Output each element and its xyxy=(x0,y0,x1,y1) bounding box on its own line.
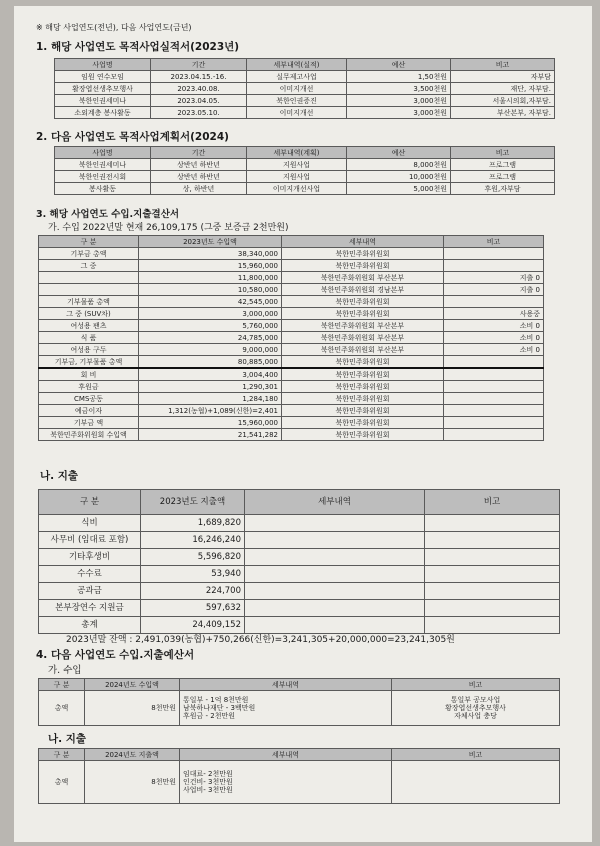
header-cell: 구 분 xyxy=(39,236,139,248)
table-row xyxy=(55,71,555,83)
table-row xyxy=(39,308,544,320)
header-cell: 구 분 xyxy=(39,749,85,761)
table-row xyxy=(55,95,555,107)
table-cell: 북한민주화위원회 수입액 xyxy=(39,429,139,441)
table-cell: 이미지개선 xyxy=(247,107,347,119)
table-cell xyxy=(245,566,425,583)
table-cell: 소외계층 봉사활동 xyxy=(55,107,151,119)
section-3-title: 3. 해당 사업연도 수입.지출결산서 xyxy=(36,209,180,220)
table-row xyxy=(39,248,544,260)
table-cell: 1,290,301 xyxy=(139,381,282,393)
table-row xyxy=(55,83,555,95)
section-4-title: 4. 다음 사업연도 수입.지출예산서 xyxy=(36,649,195,661)
category-cell: 총액 xyxy=(39,691,85,726)
header-cell: 구 분 xyxy=(39,679,85,691)
table-cell: 지원사업 xyxy=(247,171,347,183)
table-cell: 3,000,000 xyxy=(139,308,282,320)
header-cell: 구 분 xyxy=(39,490,141,515)
table-cell: 북한민주화위원회 xyxy=(282,368,444,381)
table-cell: 부산본부, 자부담. xyxy=(451,107,555,119)
header-cell: 세부내역(계획) xyxy=(247,147,347,159)
table-cell: 상반년 하반년 xyxy=(151,159,247,171)
header-cell: 비고 xyxy=(425,490,560,515)
document-page xyxy=(14,6,592,842)
table-cell xyxy=(245,583,425,600)
table-cell: 북한민주화위원회 부산본부 xyxy=(282,332,444,344)
income-table-2023 xyxy=(38,235,544,441)
table-cell: 여성용 구두 xyxy=(39,344,139,356)
table-cell xyxy=(425,600,560,617)
table-cell: 3,500천원 xyxy=(347,83,451,95)
table-cell: 북한민주화위원회 xyxy=(282,356,444,369)
table-cell: 북한민주화위원회 부산본부 xyxy=(282,344,444,356)
table-row xyxy=(39,515,560,532)
table-cell: 북한민주화위원회 xyxy=(282,393,444,405)
table-row xyxy=(39,429,544,441)
table-cell: 북한민주화위원회 xyxy=(282,248,444,260)
table-cell: 10,580,000 xyxy=(139,284,282,296)
table-cell xyxy=(425,549,560,566)
note-cell xyxy=(392,761,560,804)
table-cell: 이미지개선 xyxy=(247,83,347,95)
table-cell xyxy=(425,583,560,600)
table-cell: 상반년 하반년 xyxy=(151,171,247,183)
table-cell xyxy=(245,515,425,532)
table-cell: 15,960,000 xyxy=(139,260,282,272)
table-cell: 북한민주화위원회 xyxy=(282,417,444,429)
table-cell: 북한인권세미나 xyxy=(55,159,151,171)
table-cell: 3,000천원 xyxy=(347,95,451,107)
table-cell xyxy=(444,405,544,417)
table-cell: 3,000천원 xyxy=(347,107,451,119)
table-cell: 224,700 xyxy=(141,583,245,600)
table-cell: CMS공동 xyxy=(39,393,139,405)
table-cell: 소비 0 xyxy=(444,320,544,332)
table-cell: 2023.04.15.-16. xyxy=(151,71,247,83)
expense-budget-table-2024 xyxy=(38,748,560,804)
table-cell: 10,000천원 xyxy=(347,171,451,183)
header-cell: 세부내역 xyxy=(245,490,425,515)
table-cell xyxy=(39,272,139,284)
table-cell: 지출 0 xyxy=(444,272,544,284)
header-cell: 사업명 xyxy=(55,59,151,71)
income-2023-title: 가. 수입 2022년말 현재 26,109,175 (그중 보증금 2천만원) xyxy=(48,223,289,233)
table-cell: 북한민주화위원회 경남본부 xyxy=(282,284,444,296)
table-cell: 봉사활동 xyxy=(55,183,151,195)
table-cell: 식비 xyxy=(39,515,141,532)
table-cell: 42,545,000 xyxy=(139,296,282,308)
table-cell: 사무비 (임대료 포함) xyxy=(39,532,141,549)
table-cell xyxy=(444,296,544,308)
table-cell: 북한민주화위원회 xyxy=(282,308,444,320)
year-end-balance: 2023년말 잔액 : 2,491,039(농협)+750,266(신한)=3,241,305+20,000,000=23,241,305원 xyxy=(66,635,455,645)
table-row xyxy=(39,272,544,284)
header-cell: 비고 xyxy=(392,679,560,691)
header-cell: 비고 xyxy=(392,749,560,761)
table-cell: 9,000,000 xyxy=(139,344,282,356)
table-row xyxy=(39,393,544,405)
plan-table-2024 xyxy=(54,146,555,195)
table-cell: 자부담 xyxy=(451,71,555,83)
table-cell: 북한민주화위원회 xyxy=(282,296,444,308)
table-row xyxy=(39,332,544,344)
table-cell: 지출 0 xyxy=(444,284,544,296)
table-cell: 북한민주화위원회 xyxy=(282,381,444,393)
amount-cell: 8천만원 xyxy=(85,761,180,804)
table-cell: 597,632 xyxy=(141,600,245,617)
table-cell xyxy=(425,515,560,532)
table-cell: 식 품 xyxy=(39,332,139,344)
table-cell: 5,596,820 xyxy=(141,549,245,566)
table-cell: 5,000천원 xyxy=(347,183,451,195)
table-cell xyxy=(444,260,544,272)
expense-2024-title: 나. 지출 xyxy=(48,733,87,745)
header-cell: 세부내역 xyxy=(282,236,444,248)
table-row xyxy=(55,171,555,183)
table-row xyxy=(55,183,555,195)
table-cell: 북한인권세미나 xyxy=(55,95,151,107)
table-cell: 3,004,400 xyxy=(139,368,282,381)
table-cell: 북한민주화위원회 부산본부 xyxy=(282,272,444,284)
table-cell: 회 비 xyxy=(39,368,139,381)
table-cell: 2023.04.05. xyxy=(151,95,247,107)
table-cell: 기타후생비 xyxy=(39,549,141,566)
table-cell: 2023.05.10. xyxy=(151,107,247,119)
table-row xyxy=(39,583,560,600)
table-cell: 그 중 (SUV차) xyxy=(39,308,139,320)
header-cell: 예산 xyxy=(347,147,451,159)
table-row xyxy=(39,549,560,566)
table-cell: 북한인권증진 xyxy=(247,95,347,107)
table-cell: 38,340,000 xyxy=(139,248,282,260)
table-cell xyxy=(444,356,544,369)
table-row xyxy=(39,617,560,634)
table-cell: 기부금 총액 xyxy=(39,248,139,260)
table-cell: 그 중 xyxy=(39,260,139,272)
table-cell: 11,800,000 xyxy=(139,272,282,284)
table-cell: 총계 xyxy=(39,617,141,634)
table-cell: 임원 연수모임 xyxy=(55,71,151,83)
table-cell: 소비 0 xyxy=(444,344,544,356)
header-cell: 사업명 xyxy=(55,147,151,159)
header-cell: 비고 xyxy=(451,147,555,159)
table-row xyxy=(39,532,560,549)
table-cell: 활장엽선생추모행사 xyxy=(55,83,151,95)
table-cell: 공과금 xyxy=(39,583,141,600)
table-cell: 후원금 xyxy=(39,381,139,393)
detail-cell: 임대료- 2천만원 인건비- 3천만원 사업비- 3천만원 xyxy=(180,761,392,804)
table-cell xyxy=(425,566,560,583)
table-cell: 수수료 xyxy=(39,566,141,583)
header-cell: 기간 xyxy=(151,59,247,71)
table-cell: 후원,자부담 xyxy=(451,183,555,195)
table-cell: 8,000천원 xyxy=(347,159,451,171)
table-cell: 본부장연수 지원금 xyxy=(39,600,141,617)
table-row xyxy=(39,296,544,308)
table-cell: 상, 하반년 xyxy=(151,183,247,195)
expense-table-2023 xyxy=(38,489,560,634)
table-row xyxy=(39,344,544,356)
section-1-title: 1. 해당 사업연도 목적사업실적서(2023년) xyxy=(36,41,240,53)
table-cell: 1,50천원 xyxy=(347,71,451,83)
table-cell: 15,960,000 xyxy=(139,417,282,429)
table-cell: 기부금, 기부물품 총액 xyxy=(39,356,139,369)
table-cell xyxy=(444,381,544,393)
table-cell xyxy=(444,393,544,405)
header-cell: 세부내역(실적) xyxy=(247,59,347,71)
table-row xyxy=(39,417,544,429)
table-cell: 1,284,180 xyxy=(139,393,282,405)
table-cell xyxy=(245,617,425,634)
detail-cell: 통일부 - 1억 8천만원 남북하나재단 - 3백만원 후원금 - 2천만원 xyxy=(180,691,392,726)
table-cell: 북한민주화위원회 xyxy=(282,260,444,272)
header-cell: 세부내역 xyxy=(180,679,392,691)
table-cell: 기부물품 총액 xyxy=(39,296,139,308)
table-row xyxy=(39,260,544,272)
table-cell: 53,940 xyxy=(141,566,245,583)
header-cell: 2024년도 수입액 xyxy=(85,679,180,691)
table-row xyxy=(39,381,544,393)
header-cell: 기간 xyxy=(151,147,247,159)
table-cell: 80,885,000 xyxy=(139,356,282,369)
performance-table-2023 xyxy=(54,58,555,119)
header-note: ※ 해당 사업연도(전년), 다음 사업연도(금년) xyxy=(36,23,192,32)
table-cell xyxy=(425,532,560,549)
table-cell: 이미지개선사업 xyxy=(247,183,347,195)
table-row xyxy=(55,107,555,119)
income-budget-table-2024 xyxy=(38,678,560,726)
header-cell: 2023년도 수입액 xyxy=(139,236,282,248)
table-cell xyxy=(444,429,544,441)
header-cell: 2024년도 지출액 xyxy=(85,749,180,761)
section-2-title: 2. 다음 사업연도 목적사업계획서(2024) xyxy=(36,131,229,143)
table-cell: 24,409,152 xyxy=(141,617,245,634)
amount-cell: 8천만원 xyxy=(85,691,180,726)
table-cell: 북한인권전시회 xyxy=(55,171,151,183)
table-cell xyxy=(444,368,544,381)
table-row xyxy=(39,356,544,369)
table-cell xyxy=(245,549,425,566)
table-cell: 사용중 xyxy=(444,308,544,320)
table-row xyxy=(39,566,560,583)
table-cell: 북한민주화위원회 부산본부 xyxy=(282,320,444,332)
table-cell: 서울시의회,자부담. xyxy=(451,95,555,107)
table-cell: 소비 0 xyxy=(444,332,544,344)
table-cell: 2023.40.08. xyxy=(151,83,247,95)
table-cell xyxy=(245,532,425,549)
table-cell: 기부금 액 xyxy=(39,417,139,429)
table-cell: 북한민주화위원회 xyxy=(282,429,444,441)
table-cell: 실무제고사업 xyxy=(247,71,347,83)
table-cell: 프로그램 xyxy=(451,171,555,183)
header-cell: 비고 xyxy=(444,236,544,248)
table-row xyxy=(39,284,544,296)
category-cell: 총액 xyxy=(39,761,85,804)
table-cell xyxy=(444,417,544,429)
table-cell: 24,785,000 xyxy=(139,332,282,344)
table-row xyxy=(39,320,544,332)
header-cell: 비고 xyxy=(451,59,555,71)
table-cell: 재단, 자부담. xyxy=(451,83,555,95)
table-cell: 16,246,240 xyxy=(141,532,245,549)
table-row xyxy=(39,405,544,417)
header-cell: 예산 xyxy=(347,59,451,71)
table-cell: 북한민주화위원회 xyxy=(282,405,444,417)
note-cell: 통일부 공모사업 황장엽선생추모행사 자체사업 충당 xyxy=(392,691,560,726)
table-cell: 21,541,282 xyxy=(139,429,282,441)
table-cell: 프로그램 xyxy=(451,159,555,171)
table-cell xyxy=(245,600,425,617)
table-cell: 예금이자 xyxy=(39,405,139,417)
expense-2023-title: 나. 지출 xyxy=(40,470,79,482)
table-cell: 1,689,820 xyxy=(141,515,245,532)
table-cell xyxy=(444,248,544,260)
table-cell: 여성용 팬츠 xyxy=(39,320,139,332)
table-row xyxy=(39,600,560,617)
table-cell xyxy=(425,617,560,634)
table-cell: 1,312(농협)+1,089(신한)=2,401 xyxy=(139,405,282,417)
table-cell: 5,760,000 xyxy=(139,320,282,332)
table-row xyxy=(55,159,555,171)
income-2024-title: 가. 수입 xyxy=(48,665,82,676)
table-cell: 지원사업 xyxy=(247,159,347,171)
header-cell: 2023년도 지출액 xyxy=(141,490,245,515)
table-cell xyxy=(39,284,139,296)
header-cell: 세부내역 xyxy=(180,749,392,761)
table-row xyxy=(39,368,544,381)
